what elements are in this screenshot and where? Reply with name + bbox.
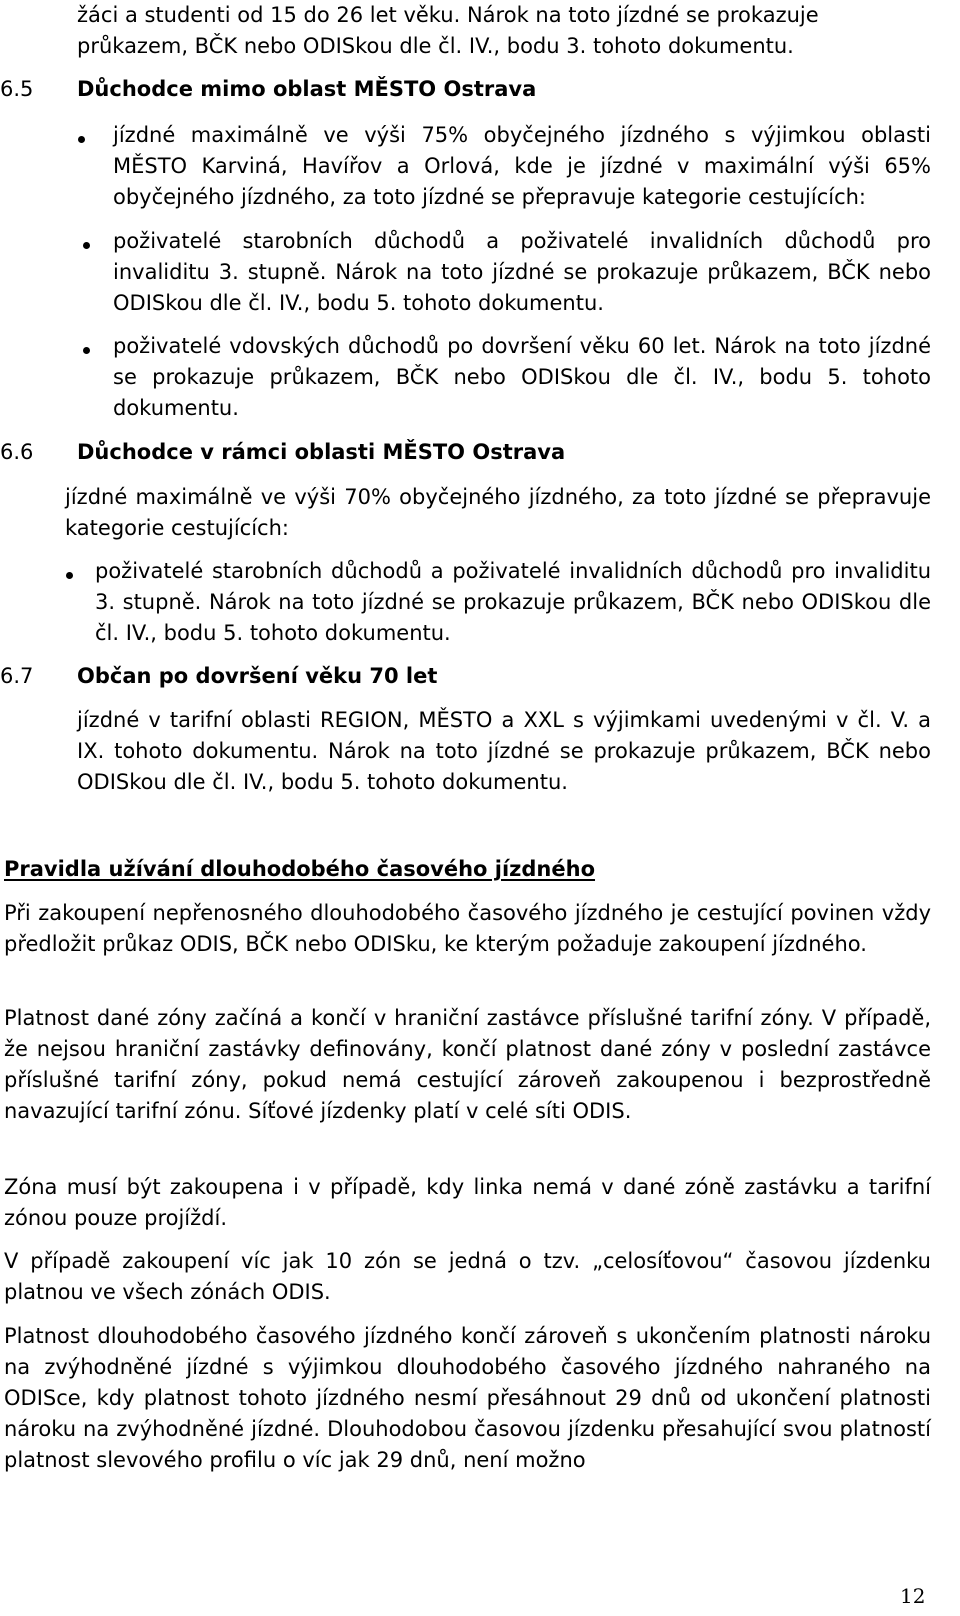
paragraph: Při zakoupení nepřenosného dlouhodobého časového jízdného je cestující povinen vždy předložit průkaz ODIS, BČK nebo ODISku, ke kterým požaduje zakoupení jízdného. — [4, 901, 931, 956]
paragraph: Platnost dlouhodobého časového jízdného končí zároveň s ukončením platnosti nároku na zvýhodněné jízdné s výjimkou dlouhodobého časového jízdného nahraného na ODISce, kdy platnost tohoto jízdného nesmí přesáhnout 29 dnů od ukončení platnosti nároku na zvýhodněné jízdné. Dlouhodobou časovou jízdenku přesahující svou platností platnost slevového profilu o víc jak 29 dnů, není možno — [4, 1324, 931, 1472]
paragraph: Platnost dané zóny začíná a končí v hraniční zastávce příslušné tarifní zóny. V případě, že nejsou hraniční zastávky definovány, končí platnost dané zóny v poslední zastávce příslušné tarifní zóny, pokud nemá cestující zároveň zakoupenou i bezprostředně navazující tarifní zónu. Síťové jízdenky platí v celé síti ODIS. — [4, 1006, 931, 1123]
section-number: 6.6 — [0, 440, 34, 464]
page-number: 12 — [900, 1584, 926, 1608]
section-body: jízdné maximálně ve výši 70% obyčejného jízdného, za toto jízdné se přepravuje kategorie cestujících: — [65, 485, 931, 540]
bullet-icon — [66, 572, 73, 579]
list-item: poživatelé vdovských důchodů po dovršení věku 60 let. Nárok na toto jízdné se prokazuje průkazem, BČK nebo ODISkou dle čl. IV., bodu 5. tohoto dokumentu. — [113, 334, 931, 420]
section-title: Důchodce mimo oblast MĚSTO Ostrava — [77, 77, 537, 101]
list-item: poživatelé starobních důchodů a poživatelé invalidních důchodů pro invaliditu 3. stupně. Nárok na toto jízdné se prokazuje průkazem, BČK nebo ODISkou dle čl. IV., bodu 5. tohoto dokumentu. — [113, 229, 931, 315]
section-number: 6.5 — [0, 77, 34, 101]
list-item: jízdné maximálně ve výši 75% obyčejného jízdného s výjimkou oblasti MĚSTO Karviná, Havířov a Orlová, kde je jízdné v maximální výši 65% obyčejného jízdného, za toto jízdné se přepravuje kategorie cestujících: — [113, 123, 931, 209]
paragraph: Zóna musí být zakoupena i v případě, kdy linka nemá v dané zóně zastávku a tarifní zónou pouze projíždí. — [4, 1175, 931, 1230]
section-body: jízdné v tarifní oblasti REGION, MĚSTO a XXL s výjimkami uvedenými v čl. V. a IX. tohoto dokumentu. Nárok na toto jízdné se prokazuje průkazem, BČK nebo ODISkou dle čl. IV., bodu 5. tohoto dokumentu. — [77, 708, 931, 794]
list-item: poživatelé starobních důchodů a poživatelé invalidních důchodů pro invaliditu 3. stupně. Nárok na toto jízdné se prokazuje průkazem, BČK nebo ODISkou dle čl. IV., bodu 5. tohoto dokumentu. — [95, 559, 931, 645]
bullet-icon — [83, 347, 90, 354]
bullet-icon — [83, 242, 90, 249]
rules-heading: Pravidla užívání dlouhodobého časového jízdného — [4, 857, 596, 881]
intro-line-2: průkazem, BČK nebo ODISkou dle čl. IV., bodu 3. tohoto dokumentu. — [77, 34, 794, 58]
bullet-icon — [78, 136, 85, 143]
section-number: 6.7 — [0, 664, 34, 688]
section-title: Občan po dovršení věku 70 let — [77, 664, 438, 688]
paragraph: V případě zakoupení víc jak 10 zón se jedná o tzv. „celosíťovou“ časovou jízdenku platnou ve všech zónách ODIS. — [4, 1249, 931, 1304]
section-title: Důchodce v rámci oblasti MĚSTO Ostrava — [77, 440, 566, 464]
intro-line-1: žáci a studenti od 15 do 26 let věku. Nárok na toto jízdné se prokazuje — [77, 3, 819, 27]
